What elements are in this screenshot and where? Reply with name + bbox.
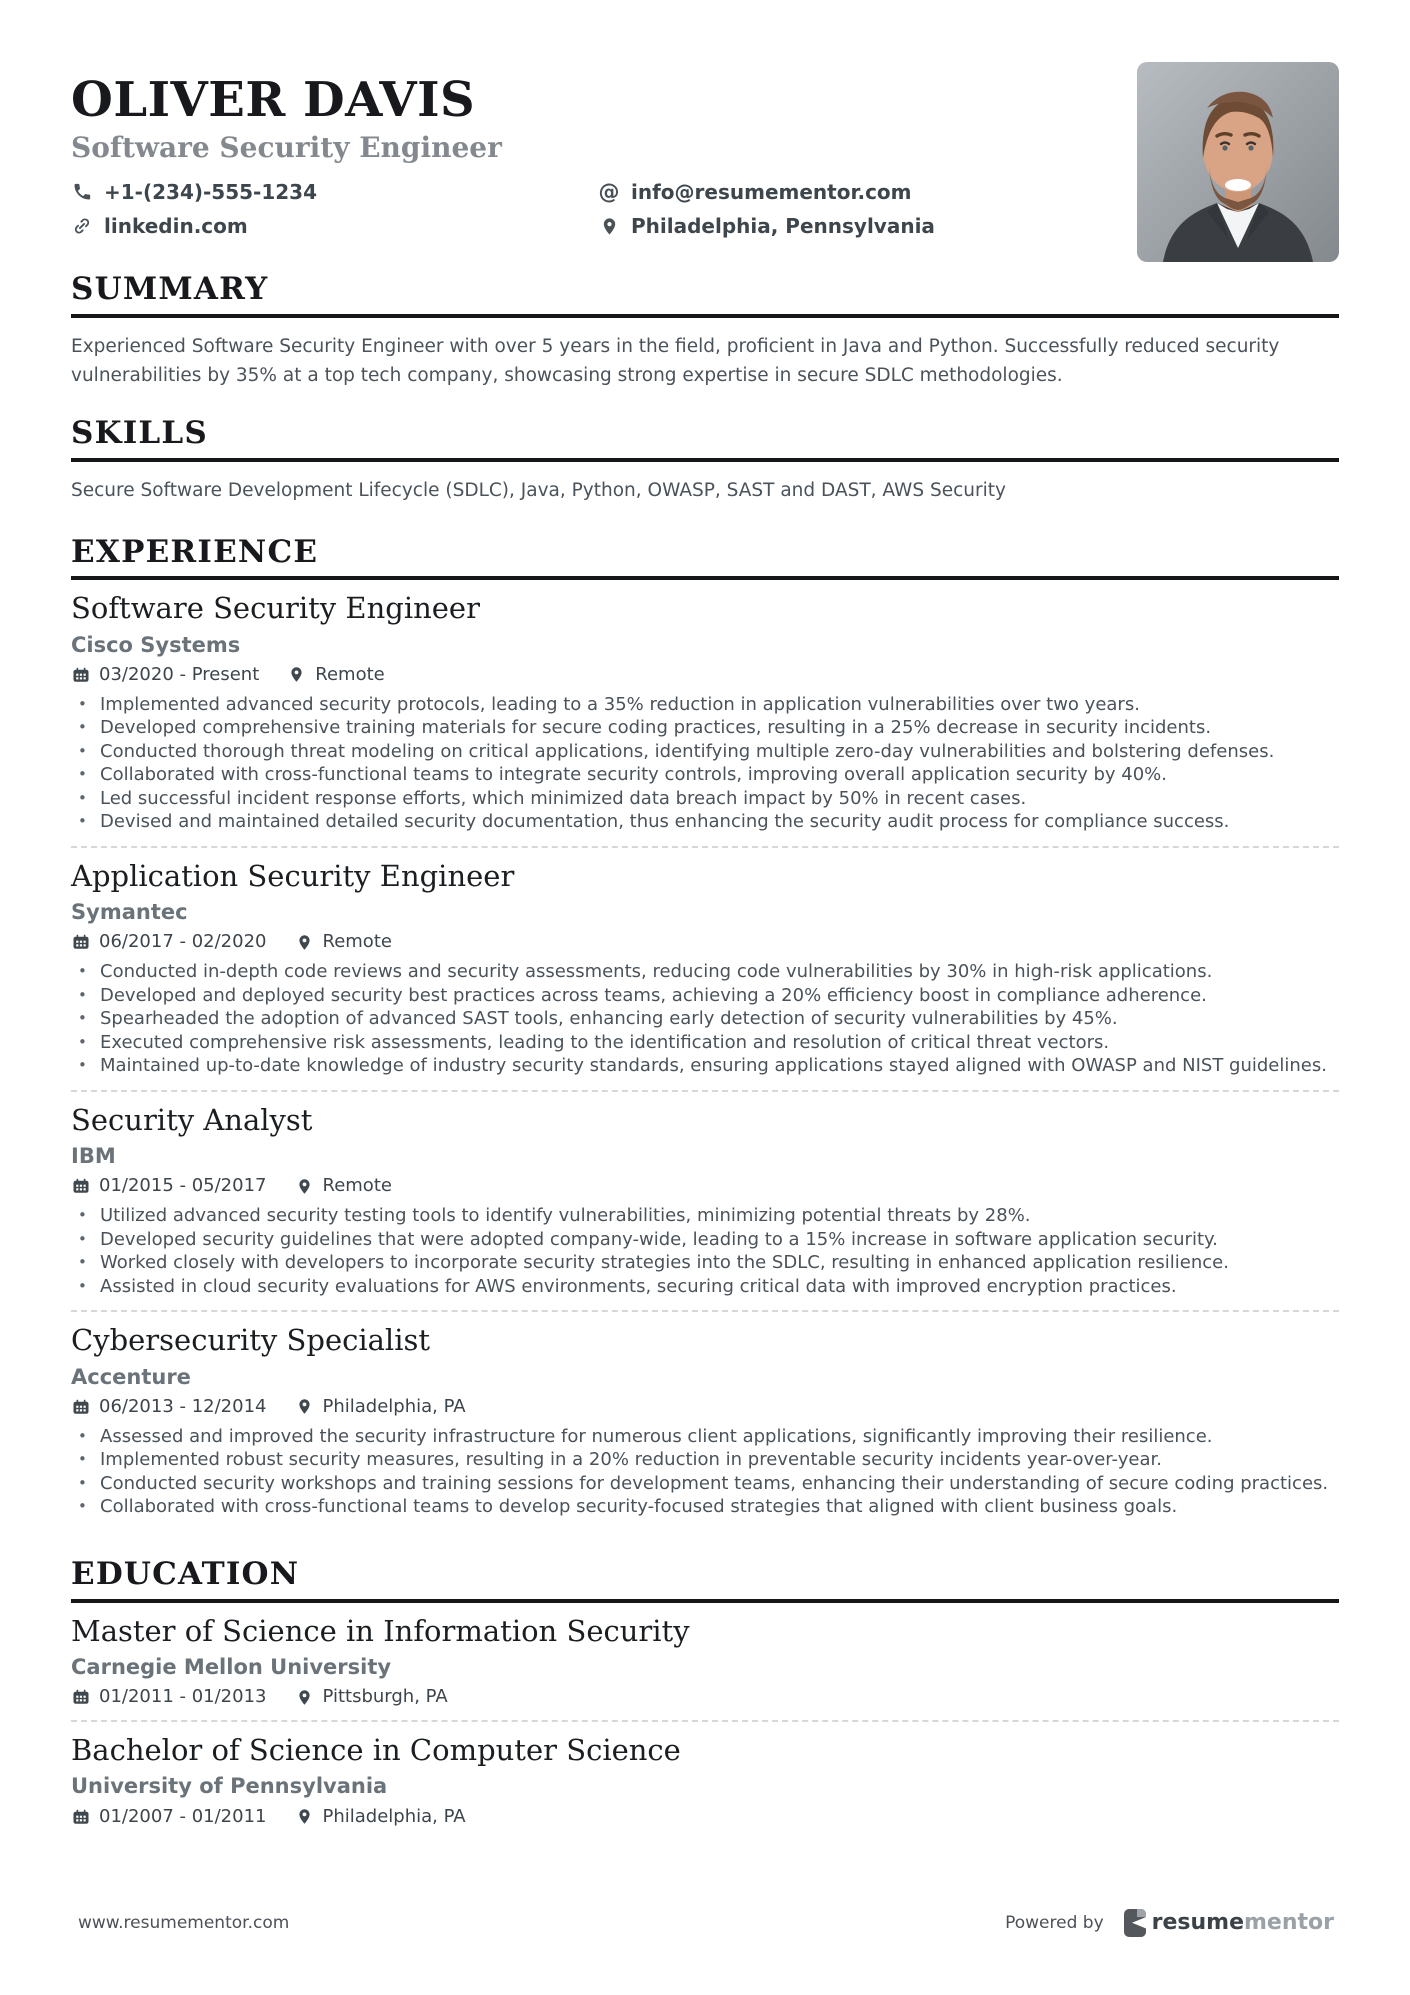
skills-heading: SKILLS <box>71 416 1339 462</box>
degree-dates <box>71 1686 267 1708</box>
link-icon <box>71 215 93 237</box>
job-dates <box>71 1396 267 1418</box>
job-bullets <box>71 960 1339 1078</box>
headshot-illustration <box>1137 62 1339 262</box>
bullet-item: • Collaborated with cross-functional teams to integrate security controls, improving overall application security by 40%. <box>71 763 1339 787</box>
job-bullets <box>71 1204 1339 1298</box>
location-pin-icon <box>295 1177 314 1196</box>
job-title: Application Security Engineer <box>71 858 515 893</box>
job-dates <box>71 1175 267 1197</box>
bullet-item: • Devised and maintained detailed security documentation, thus enhancing the security audit process for compliance success. <box>71 810 1339 834</box>
skills-text: Secure Software Development Lifecycle (SDLC), Java, Python, OWASP, SAST and DAST, AWS Security <box>71 479 1006 501</box>
powered-by-label: Powered by <box>1005 1913 1104 1933</box>
degree-meta <box>71 1806 1339 1828</box>
contact-linkedin[interactable] <box>71 214 598 238</box>
job-entry <box>71 1090 1339 1311</box>
bullet-item: • Implemented robust security measures, resulting in a 20% reduction in preventable security incidents year-over-year. <box>71 1448 1339 1472</box>
bullet-item: • Collaborated with cross-functional teams to develop security-focused strategies that aligned with client business goals. <box>71 1495 1339 1519</box>
job-meta <box>71 931 1339 953</box>
location-pin-icon <box>295 1807 314 1826</box>
summary-section <box>71 272 1339 390</box>
job-location <box>295 931 392 953</box>
bullet-item: • Spearheaded the adoption of advanced SAST tools, enhancing early detection of security vulnerabilities by 45%. <box>71 1007 1339 1031</box>
degree-dates <box>71 1806 267 1828</box>
degree-location <box>295 1806 466 1828</box>
degree-location <box>295 1686 448 1708</box>
job-title: Security Analyst <box>71 1102 313 1137</box>
profile-photo <box>1137 62 1339 262</box>
at-icon: @ <box>598 179 620 204</box>
job-location-text: Remote <box>315 663 385 685</box>
location-pin-icon <box>295 1397 314 1416</box>
calendar-icon <box>71 1688 90 1707</box>
job-dates-text: 06/2017 - 02/2020 <box>99 931 267 953</box>
job-meta <box>71 1175 1339 1197</box>
location-pin-icon <box>287 665 306 684</box>
job-dates-text: 01/2015 - 05/2017 <box>99 1175 267 1197</box>
calendar-icon <box>71 665 90 684</box>
phone-number: +1-(234)-555-1234 <box>104 180 318 205</box>
degree-title: Bachelor of Science in Computer Science <box>71 1733 681 1768</box>
location-pin-icon <box>598 215 620 237</box>
degree-title: Master of Science in Information Security <box>71 1613 690 1648</box>
candidate-name: OLIVER DAVIS <box>71 72 476 128</box>
contact-phone <box>71 180 598 204</box>
education-section <box>71 1557 1339 1840</box>
bullet-item: • Executed comprehensive risk assessments, leading to the identification and resolution of critical threat vectors. <box>71 1031 1339 1055</box>
job-bullets <box>71 1425 1339 1519</box>
job-dates-text: 03/2020 - Present <box>99 663 260 685</box>
job-location <box>287 664 384 686</box>
resumementor-logo-text: resumementor <box>1151 1910 1334 1935</box>
email-address[interactable]: info@resumementor.com <box>631 180 912 205</box>
education-heading: EDUCATION <box>71 1557 1339 1603</box>
location-text: Philadelphia, Pennsylvania <box>631 214 935 239</box>
summary-heading: SUMMARY <box>71 272 1339 318</box>
bullet-item: • Conducted thorough threat modeling on critical applications, identifying multiple zero-day vulnerabilities and bolstering defenses. <box>71 740 1339 764</box>
experience-section <box>71 535 1339 1531</box>
calendar-icon <box>71 933 90 952</box>
location-pin-icon <box>295 1688 314 1707</box>
footer-website-link[interactable]: www.resumementor.com <box>78 1913 290 1933</box>
location-pin-icon <box>295 933 314 952</box>
degree-location-text: Pittsburgh, PA <box>322 1686 448 1708</box>
bullet-item: • Developed security guidelines that were adopted company-wide, leading to a 15% increase in software application security. <box>71 1228 1339 1252</box>
company-name: Symantec <box>71 900 188 925</box>
bullet-item: • Conducted in-depth code reviews and security assessments, reducing code vulnerabilities by 30% in high-risk applications. <box>71 960 1339 984</box>
job-entry <box>71 846 1339 1090</box>
job-dates <box>71 664 259 686</box>
job-meta <box>71 1396 1339 1418</box>
bullet-item: • Implemented advanced security protocols, leading to a 35% reduction in application vulnerabilities over two years. <box>71 693 1339 717</box>
bullet-item: • Conducted security workshops and training sessions for development teams, enhancing their understanding of secure coding practices. <box>71 1472 1339 1496</box>
degree-dates-text: 01/2011 - 01/2013 <box>99 1686 267 1708</box>
degree-dates-text: 01/2007 - 01/2011 <box>99 1805 267 1827</box>
bullet-item: • Developed and deployed security best practices across teams, achieving a 20% efficiency boost in compliance adherence. <box>71 984 1339 1008</box>
degree-entry <box>71 1603 1339 1721</box>
candidate-title: Software Security Engineer <box>71 130 502 164</box>
skills-section <box>71 416 1339 505</box>
school-name: University of Pennsylvania <box>71 1774 388 1799</box>
bullet-item: • Led successful incident response efforts, which minimized data breach impact by 50% in recent cases. <box>71 787 1339 811</box>
degree-meta <box>71 1686 1339 1708</box>
job-meta <box>71 664 1339 686</box>
degree-location-text: Philadelphia, PA <box>322 1805 466 1827</box>
company-name: Accenture <box>71 1364 191 1389</box>
powered-by <box>1005 1909 1334 1937</box>
degree-entry <box>71 1720 1339 1840</box>
bullet-item: • Assisted in cloud security evaluations for AWS environments, securing critical data with improved encryption practices. <box>71 1275 1339 1299</box>
bullet-item: • Utilized advanced security testing tools to identify vulnerabilities, minimizing potential threats by 28%. <box>71 1204 1339 1228</box>
linkedin-url[interactable]: linkedin.com <box>104 214 248 239</box>
job-title: Cybersecurity Specialist <box>71 1323 431 1358</box>
resumementor-logo[interactable] <box>1124 1909 1334 1937</box>
calendar-icon <box>71 1397 90 1416</box>
job-location-text: Remote <box>322 931 392 953</box>
bullet-item: • Worked closely with developers to incorporate security strategies into the SDLC, resulting in enhanced application resilience. <box>71 1251 1339 1275</box>
job-location-text: Philadelphia, PA <box>322 1395 466 1417</box>
job-bullets <box>71 693 1339 834</box>
job-dates-text: 06/2013 - 12/2014 <box>99 1395 267 1417</box>
job-entry <box>71 1310 1339 1531</box>
page-footer <box>78 1909 1334 1937</box>
job-location-text: Remote <box>322 1175 392 1197</box>
bullet-item: • Maintained up-to-date knowledge of industry security standards, ensuring applications stayed aligned with OWASP and NIST guidelines. <box>71 1054 1339 1078</box>
company-name: Cisco Systems <box>71 632 241 657</box>
experience-heading: EXPERIENCE <box>71 535 1339 581</box>
job-title: Software Security Engineer <box>71 591 480 626</box>
job-entry <box>71 580 1339 846</box>
resumementor-logo-icon <box>1124 1909 1146 1937</box>
calendar-icon <box>71 1807 90 1826</box>
company-name: IBM <box>71 1144 116 1169</box>
job-dates <box>71 931 267 953</box>
bullet-item: • Developed comprehensive training materials for secure coding practices, resulting in a 25% decrease in security incidents. <box>71 716 1339 740</box>
job-location <box>295 1175 392 1197</box>
phone-icon <box>71 181 93 203</box>
school-name: Carnegie Mellon University <box>71 1654 392 1679</box>
job-location <box>295 1396 466 1418</box>
calendar-icon <box>71 1177 90 1196</box>
summary-text: Experienced Software Security Engineer with over 5 years in the field, proficient in Java and Python. Successfully reduced security vulnerabilities by 35% at a top tech company, showcasing strong expertise in secure SDLC methodologies. <box>71 336 1280 387</box>
bullet-item: • Assessed and improved the security infrastructure for numerous client applications, significantly improving their resilience. <box>71 1425 1339 1449</box>
